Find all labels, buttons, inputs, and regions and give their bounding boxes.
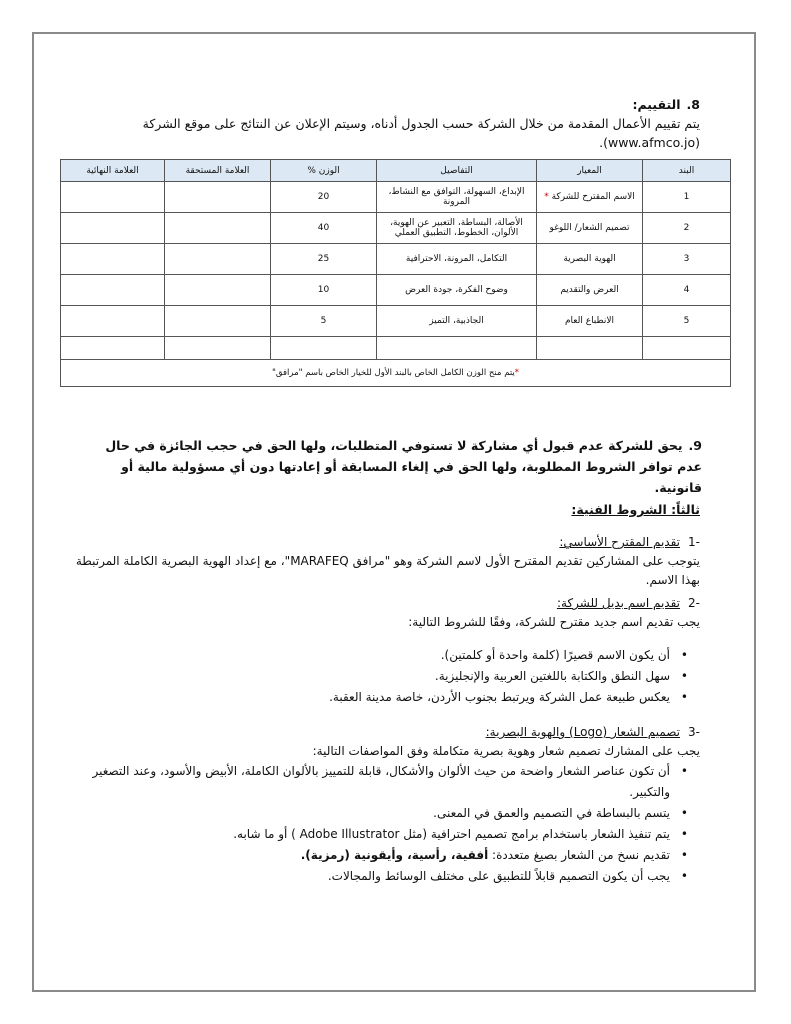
condition-item-2 xyxy=(60,594,700,708)
row-number: 4 xyxy=(643,275,731,306)
section-title: التقييم: xyxy=(632,97,681,112)
table-row-empty xyxy=(61,337,731,360)
row-details: التكامل، المرونة، الاحترافية xyxy=(377,244,537,275)
evaluation-table xyxy=(60,159,731,387)
row-details: الجاذبية، التميز xyxy=(377,306,537,337)
row-number: 1 xyxy=(643,182,731,213)
condition-item-3 xyxy=(60,723,700,887)
list-item: • يتم تنفيذ الشعار باستخدام برامج تصميم احترافية (مثل Adobe Illustrator ) أو ما شابه. xyxy=(60,824,670,845)
row-earned-score xyxy=(165,306,271,337)
row-criterion xyxy=(537,182,643,213)
list-item xyxy=(60,845,670,866)
table-row xyxy=(61,306,731,337)
table-row xyxy=(61,275,731,306)
empty-cell xyxy=(61,337,165,360)
row-number: 5 xyxy=(643,306,731,337)
table-row xyxy=(61,244,731,275)
section-heading: ثالثاً: الشروط الفنية: xyxy=(571,502,700,517)
list-item: • سهل النطق والكتابة باللغتين العربية والإنجليزية. xyxy=(60,666,670,687)
empty-cell xyxy=(271,337,377,360)
item-body: يجب تقديم اسم جديد مقترح للشركة، وفقًا للشروط التالية: xyxy=(408,615,700,629)
row-criterion: تصميم الشعار/ اللوغو xyxy=(537,213,643,244)
row-earned-score xyxy=(165,182,271,213)
row-number: 2 xyxy=(643,213,731,244)
empty-cell xyxy=(643,337,731,360)
item-number: -2 xyxy=(688,596,700,610)
row-final-score xyxy=(61,244,165,275)
section-technical-conditions xyxy=(60,502,700,517)
row-details: الإبداع، السهولة، التوافق مع النشاط، المرونة xyxy=(377,182,537,213)
row-number: 3 xyxy=(643,244,731,275)
item-number: -1 xyxy=(688,535,700,549)
section-text: يحق للشركة عدم قبول أي مشاركة لا تستوفي المتطلبات، ولها الحق في حجب الجائزة في حال عدم توافر الشروط المطلوبة، ولها الحق في إلغاء المسابقة أو إعادتها دون أي مسؤولية مالية أو قانونية. xyxy=(105,438,702,495)
row-weight: 5 xyxy=(271,306,377,337)
table-note xyxy=(61,360,731,387)
item-title: تقديم اسم بديل للشركة: xyxy=(556,596,681,610)
list-item: • أن يكون الاسم قصيرًا (كلمة واحدة أو كلمتين). xyxy=(60,645,670,666)
column-header: البند xyxy=(643,160,731,182)
item-body: يتوجب على المشاركين تقديم المقترح الأول لاسم الشركة وهو "مرافق MARAFEQ"، مع إعداد الهوية البصرية الكاملة المرتبطة بهذا الاسم. xyxy=(75,554,700,587)
column-header: العلامة النهائية xyxy=(61,160,165,182)
item-title: تصميم الشعار (Logo) والهوية البصرية: xyxy=(485,725,681,739)
list-item: • أن تكون عناصر الشعار واضحة من حيث الألوان والأشكال، قابلة للتمييز بالألوان الكاملة، الأبيض والأسود، وعند التصغير والتكبير. xyxy=(60,761,670,803)
section-intro: يتم تقييم الأعمال المقدمة من خلال الشركة حسب الجدول أدناه، وسيتم الإعلان عن النتائج على موقع الشركة (www.afmco.jo). xyxy=(142,116,700,150)
column-header: العلامة المستحقة xyxy=(165,160,271,182)
list-item: • يعكس طبيعة عمل الشركة ويرتبط بجنوب الأردن، خاصة مدينة العقبة. xyxy=(60,687,670,708)
asterisk-mark: * xyxy=(544,192,549,202)
criterion-text: الاسم المقترح للشركة xyxy=(551,192,635,202)
row-final-score xyxy=(61,182,165,213)
column-header: الوزن % xyxy=(271,160,377,182)
list-item: • يتسم بالبساطة في التصميم والعمق في المعنى. xyxy=(60,803,670,824)
row-earned-score xyxy=(165,275,271,306)
row-criterion: الانطباع العام xyxy=(537,306,643,337)
table-note-row xyxy=(61,360,731,387)
row-criterion: العرض والتقديم xyxy=(537,275,643,306)
empty-cell xyxy=(537,337,643,360)
table-row xyxy=(61,182,731,213)
row-weight: 25 xyxy=(271,244,377,275)
column-header: التفاصيل xyxy=(377,160,537,182)
bullet-list xyxy=(60,761,700,887)
note-text: يتم منح الوزن الكامل الخاص بالبند الأول للخيار الخاص باسم "مرافق" xyxy=(271,368,515,378)
section-rights xyxy=(90,435,702,498)
row-weight: 20 xyxy=(271,182,377,213)
column-header: المعيار xyxy=(537,160,643,182)
row-earned-score xyxy=(165,213,271,244)
row-final-score xyxy=(61,306,165,337)
empty-cell xyxy=(165,337,271,360)
row-final-score xyxy=(61,275,165,306)
row-weight: 10 xyxy=(271,275,377,306)
row-details: الأصالة، البساطة، التعبير عن الهوية، الألوان، الخطوط، التطبيق العملي xyxy=(377,213,537,244)
condition-item-1 xyxy=(60,533,700,590)
item-body: يجب على المشارك تصميم شعار وهوية بصرية متكاملة وفق المواصفات التالية: xyxy=(312,744,700,758)
bullet-list xyxy=(60,645,700,708)
row-details: وضوح الفكرة، جودة العرض xyxy=(377,275,537,306)
table-header-row xyxy=(61,160,731,182)
section-number: 9. xyxy=(688,438,702,453)
item-number: -3 xyxy=(688,725,700,739)
empty-cell xyxy=(377,337,537,360)
list-item: • يجب أن يكون التصميم قابلاً للتطبيق على مختلف الوسائط والمجالات. xyxy=(60,866,670,887)
row-weight: 40 xyxy=(271,213,377,244)
row-criterion: الهوية البصرية xyxy=(537,244,643,275)
item-title: تقديم المقترح الأساسي: xyxy=(559,535,681,549)
section-evaluation xyxy=(60,95,700,152)
table-row xyxy=(61,213,731,244)
list-item-bold-text: أفقية، رأسية، وأيقونية (رمزية). xyxy=(300,848,489,862)
list-item-text: تقديم نسخ من الشعار بصيغ متعددة: xyxy=(488,848,670,862)
section-number: 8. xyxy=(686,97,700,112)
asterisk-mark: * xyxy=(514,368,520,378)
row-final-score xyxy=(61,213,165,244)
row-earned-score xyxy=(165,244,271,275)
